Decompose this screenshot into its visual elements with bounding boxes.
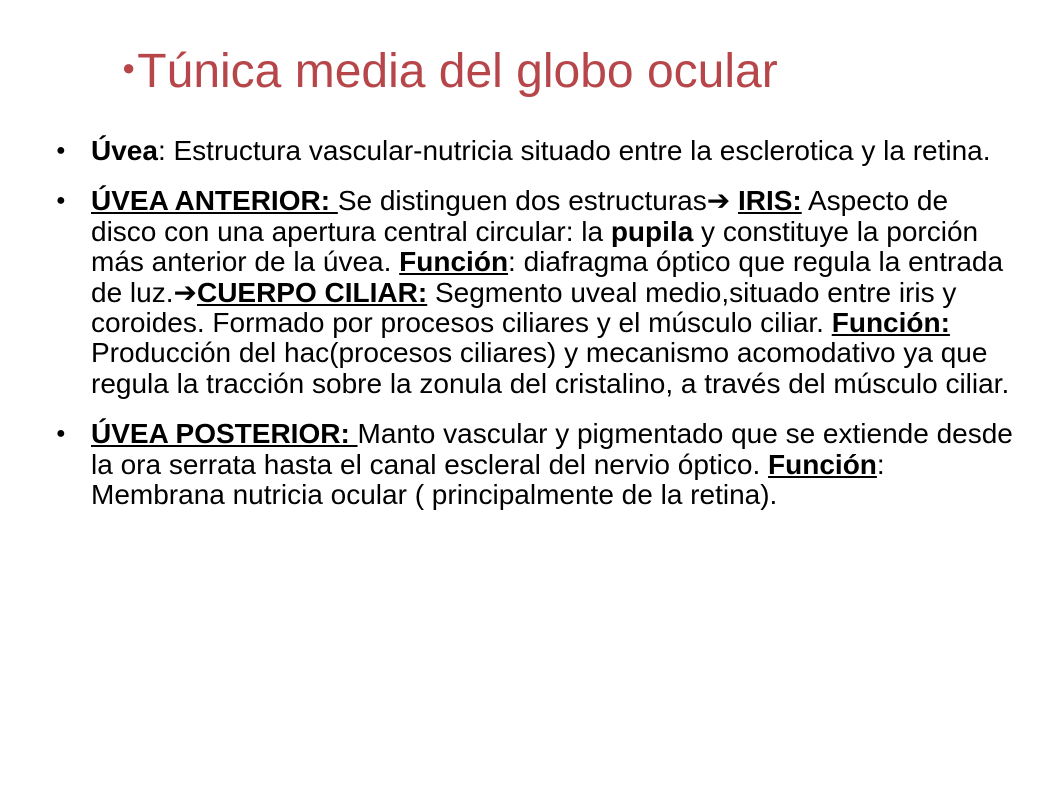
iris-text-2: y constituye la porción más anterior de la úvea.: [91, 215, 979, 278]
title-bullet-icon: ●: [122, 55, 136, 80]
list-item-uvea: [56, 136, 1016, 166]
bullet-icon: ●: [56, 192, 66, 210]
heading-uvea-posterior: ÚVEA POSTERIOR:: [91, 418, 358, 450]
term-uvea: Úvea: [91, 135, 158, 166]
arrow-right-icon: ➔: [173, 276, 197, 308]
anterior-intro: Se distinguen dos estructuras: [337, 185, 707, 217]
label-funcion-iris: Función: [399, 246, 509, 278]
cuerpo-ciliar-text: Segmento uveal medio,situado entre iris y coroides. Formado por procesos ciliares y el músculo ciliar.: [91, 276, 957, 339]
bullet-icon: ●: [56, 425, 66, 443]
posterior-text-2: : Membrana nutricia ocular ( principalmente de la retina).: [91, 448, 885, 511]
funcion-iris-text: : diafragma óptico que regula la entrada de luz.: [91, 246, 1004, 308]
arrow-right-icon: ➔: [706, 185, 731, 217]
slide-title: [122, 38, 778, 102]
label-funcion-posterior: Función: [768, 448, 877, 480]
label-iris: IRIS:: [737, 185, 802, 217]
label-cuerpo-ciliar: CUERPO CILIAR:: [196, 276, 428, 308]
list-item-uvea-anterior: [56, 186, 1016, 399]
iris-text-1: Aspecto de disco con una apertura central circular: la: [91, 185, 949, 247]
funcion-cuerpo-text: Producción del hac(procesos ciliares) y mecanismo acomodativo ya que regula la tracción sobre la zonula del cristalino, a través del músculo ciliar.: [91, 337, 1010, 399]
posterior-text-1: Manto vascular y pigmentado que se extiende desde la ora serrata hasta el canal escleral del nervio óptico.: [91, 418, 1013, 480]
term-pupila: pupila: [610, 215, 694, 247]
bullet-list: [56, 136, 1016, 530]
label-funcion-cuerpo: Función:: [831, 307, 950, 339]
list-item-uvea-posterior: [56, 419, 1016, 510]
slide-title-text: Túnica media del globo ocular: [137, 45, 778, 98]
bullet-icon: ●: [56, 142, 66, 159]
uvea-definition: : Estructura vascular-nutricia situado entre la esclerotica y la retina.: [157, 135, 991, 166]
heading-uvea-anterior: ÚVEA ANTERIOR:: [91, 185, 338, 217]
